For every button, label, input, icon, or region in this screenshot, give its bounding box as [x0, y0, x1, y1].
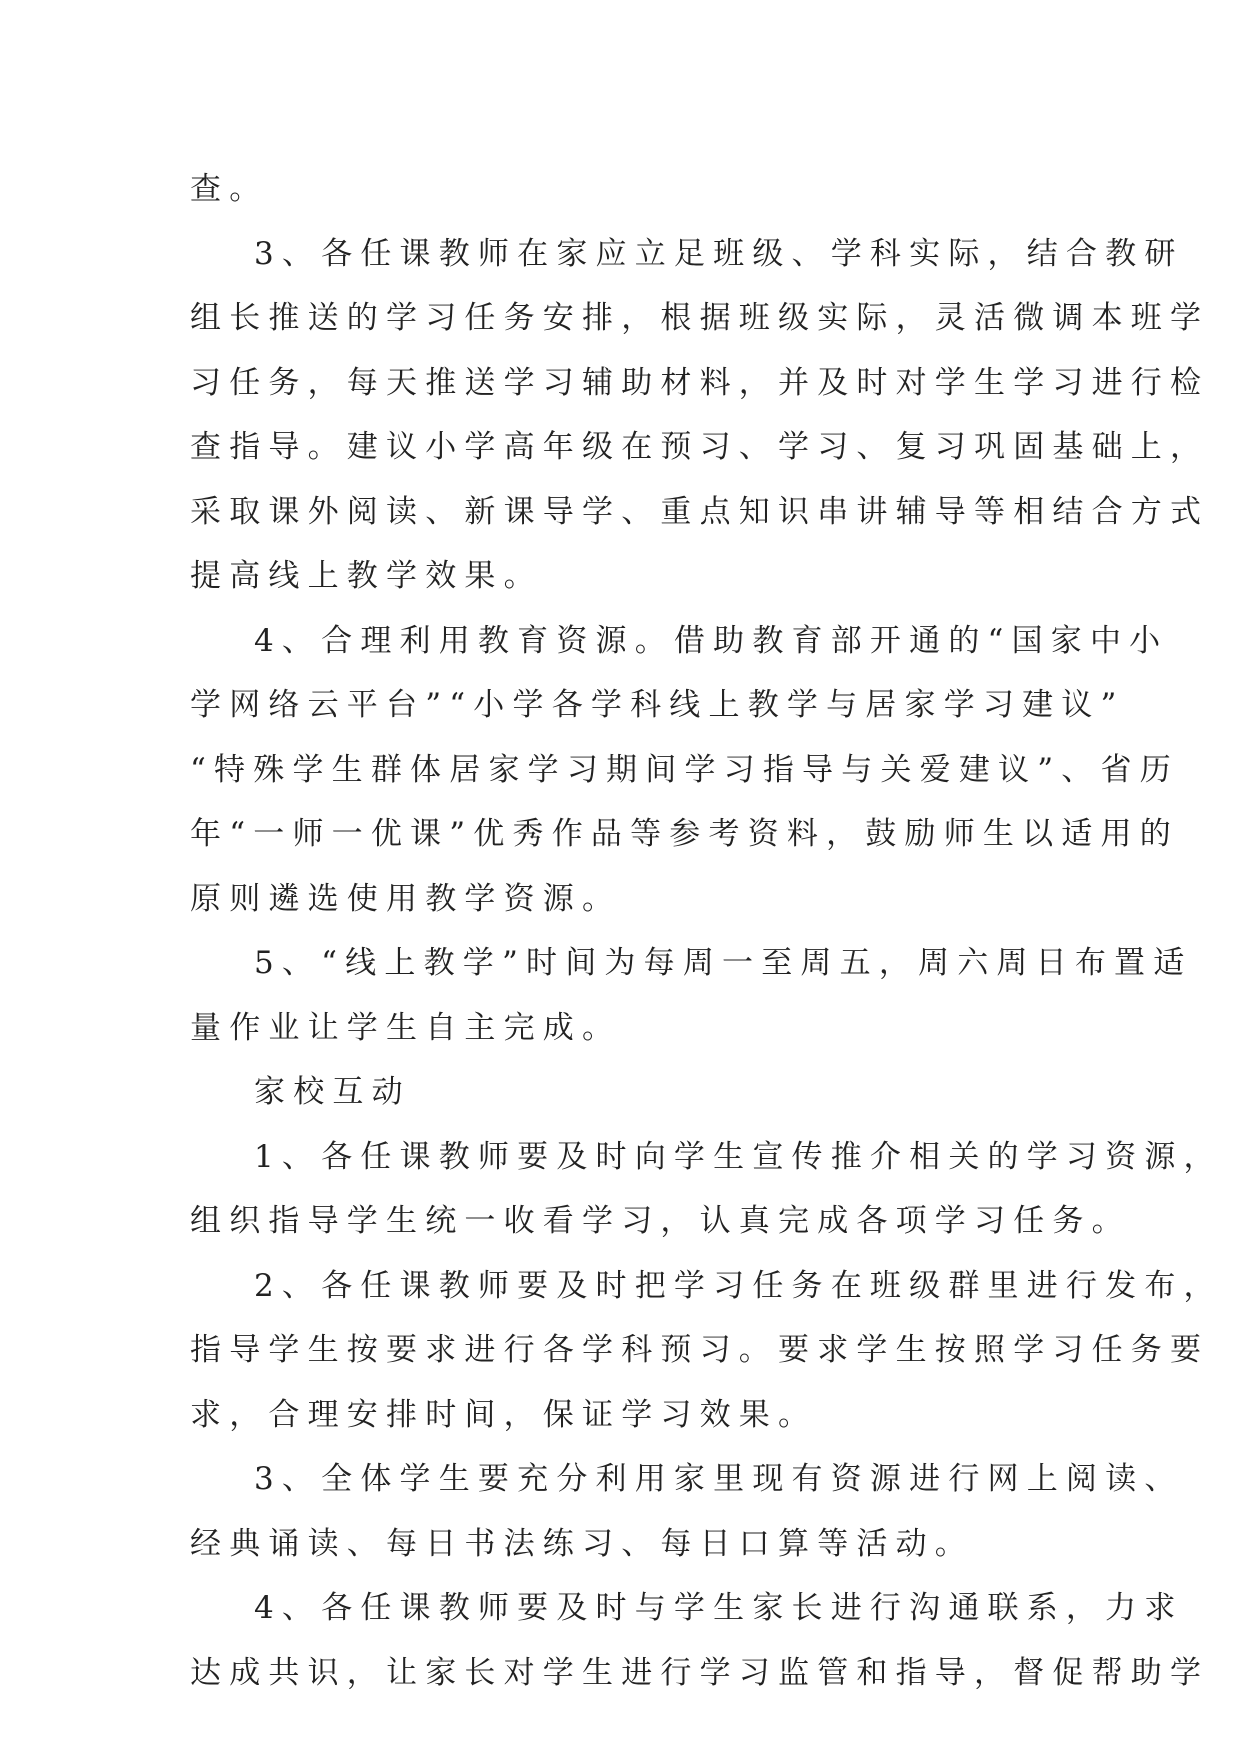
paragraph-start-line: 1、各任课教师要及时向学生宣传推介相关的学习资源，	[254, 1138, 1223, 1175]
paragraph-start-line: 5、“线上教学”时间为每周一至周五，周六周日布置适	[254, 945, 1193, 981]
text-line: 年“一师一优课”优秀作品等参考资料，鼓励师生以适用的	[190, 816, 1179, 852]
text-line: 组织指导学生统一收看学习，认真完成各项学习任务。	[190, 1203, 1131, 1239]
text-line: 习任务，每天推送学习辅助材料，并及时对学生学习进行检	[190, 364, 1210, 401]
text-line: 求，合理安排时间，保证学习效果。	[190, 1396, 818, 1433]
text-line: 查指导。建议小学高年级在预习、学习、复习巩固基础上，	[190, 429, 1210, 465]
text-line: 组长推送的学习任务安排，根据班级实际，灵活微调本班学	[190, 300, 1210, 336]
document-body	[190, 157, 1223, 1705]
paragraph-start-line: 2、各任课教师要及时把学习任务在班级群里进行发布，	[254, 1267, 1223, 1304]
text-line: 经典诵读、每日书法练习、每日口算等活动。	[190, 1525, 974, 1562]
text-line: 学网络云平台”“小学各学科线上教学与居家学习建议”	[190, 687, 1125, 723]
text-line: 指导学生按要求进行各学科预习。要求学生按照学习任务要	[190, 1332, 1210, 1368]
paragraph-start-line: 3、全体学生要充分利用家里现有资源进行网上阅读、	[254, 1461, 1184, 1497]
paragraph-start-line: 4、合理利用教育资源。借助教育部开通的“国家中小	[254, 622, 1169, 659]
text-line: 采取课外阅读、新课导学、重点知识串讲辅导等相结合方式	[190, 493, 1210, 530]
text-line: 量作业让学生自主完成。	[190, 1009, 622, 1046]
paragraph-start-line: 4、各任课教师要及时与学生家长进行沟通联系，力求	[254, 1590, 1184, 1626]
text-line: 原则遴选使用教学资源。	[190, 880, 622, 917]
text-line: 提高线上教学效果。	[190, 558, 543, 594]
paragraph-start-line: 3、各任课教师在家应立足班级、学科实际，结合教研	[254, 235, 1184, 272]
section-heading: 家校互动	[254, 1074, 411, 1110]
text-line: 查。	[190, 171, 269, 207]
text-line: 达成共识，让家长对学生进行学习监管和指导，督促帮助学	[190, 1654, 1210, 1691]
text-line: “特殊学生群体居家学习期间学习指导与关爱建议”、省历	[190, 751, 1179, 788]
